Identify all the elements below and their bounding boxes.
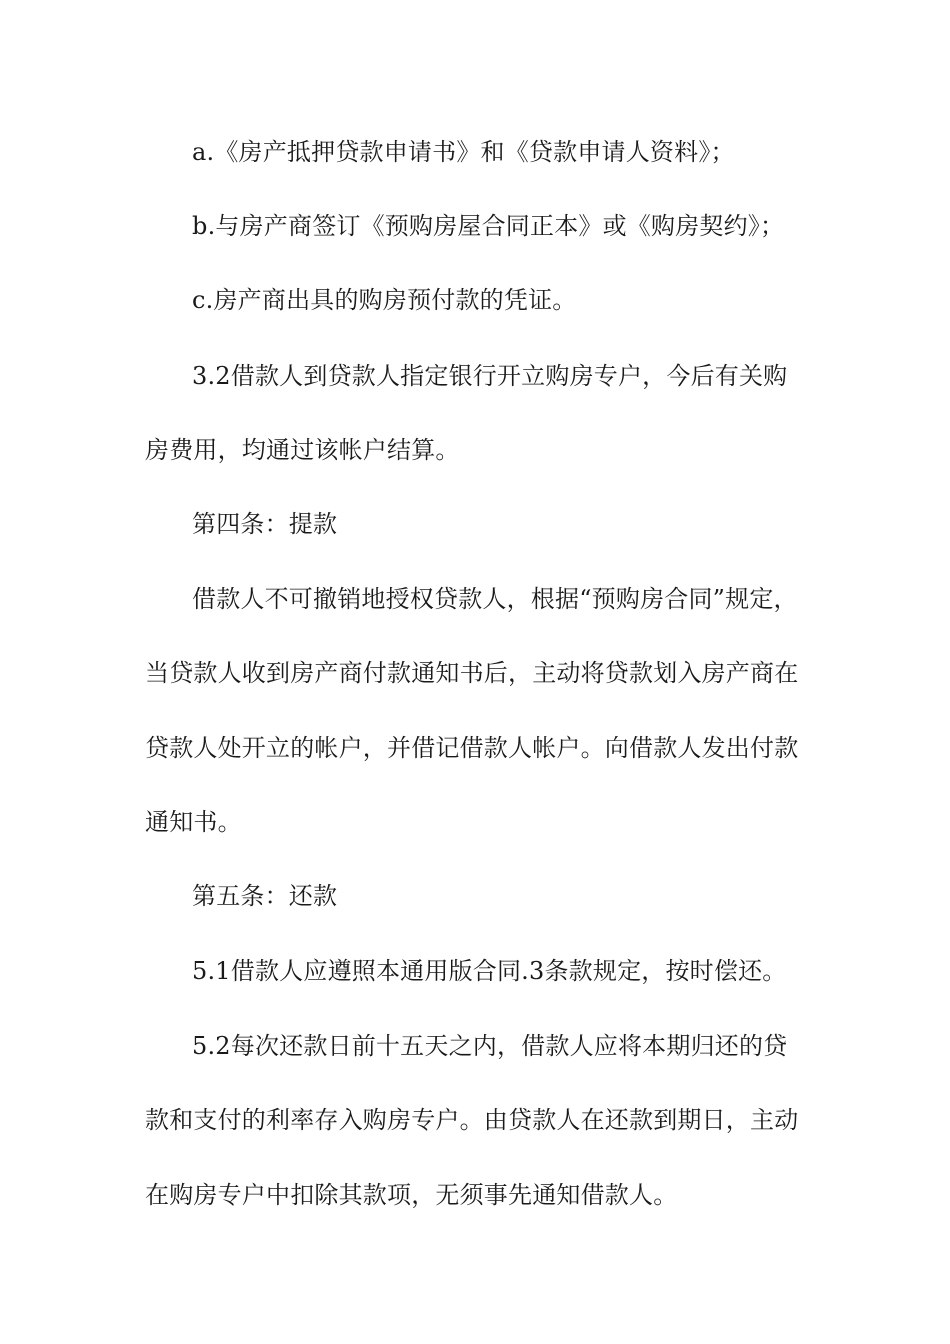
text-line-b-purchase-contract: b.与房产商签订《预购房屋合同正本》或《购房契约》； xyxy=(192,212,785,240)
section-heading-article-4: 第四条：提款 xyxy=(192,510,338,538)
text-line-article-4-p4: 通知书。 xyxy=(145,808,242,836)
section-heading-article-5: 第五条：还款 xyxy=(192,882,338,910)
text-line-5-2-repayment: 5.2每次还款日前十五天之内，借款人应将本期归还的贷 xyxy=(192,1032,788,1060)
text-line-article-4-p3: 贷款人处开立的帐户，并借记借款人帐户。向借款人发出付款 xyxy=(145,734,799,762)
text-line-5-2-continued-1: 款和支付的利率存入购房专户。由贷款人在还款到期日，主动 xyxy=(145,1106,799,1134)
text-line-3-2-continued: 房费用，均通过该帐户结算。 xyxy=(145,436,460,464)
text-line-c-prepayment-voucher: c.房产商出具的购房预付款的凭证。 xyxy=(192,286,577,314)
text-line-5-1-repayment: 5.1借款人应遵照本通用版合同.3条款规定，按时偿还。 xyxy=(192,957,787,985)
text-line-5-2-continued-2: 在购房专户中扣除其款项，无须事先通知借款人。 xyxy=(145,1181,678,1209)
text-line-article-4-p2: 当贷款人收到房产商付款通知书后，主动将贷款划入房产商在 xyxy=(145,659,799,687)
text-line-a-application-docs: a.《房产抵押贷款申请书》和《贷款申请人资料》； xyxy=(192,138,735,166)
text-line-3-2-account: 3.2借款人到贷款人指定银行开立购房专户，今后有关购 xyxy=(192,362,788,390)
text-line-article-4-p1: 借款人不可撤销地授权贷款人，根据“预购房合同”规定， xyxy=(192,585,798,613)
